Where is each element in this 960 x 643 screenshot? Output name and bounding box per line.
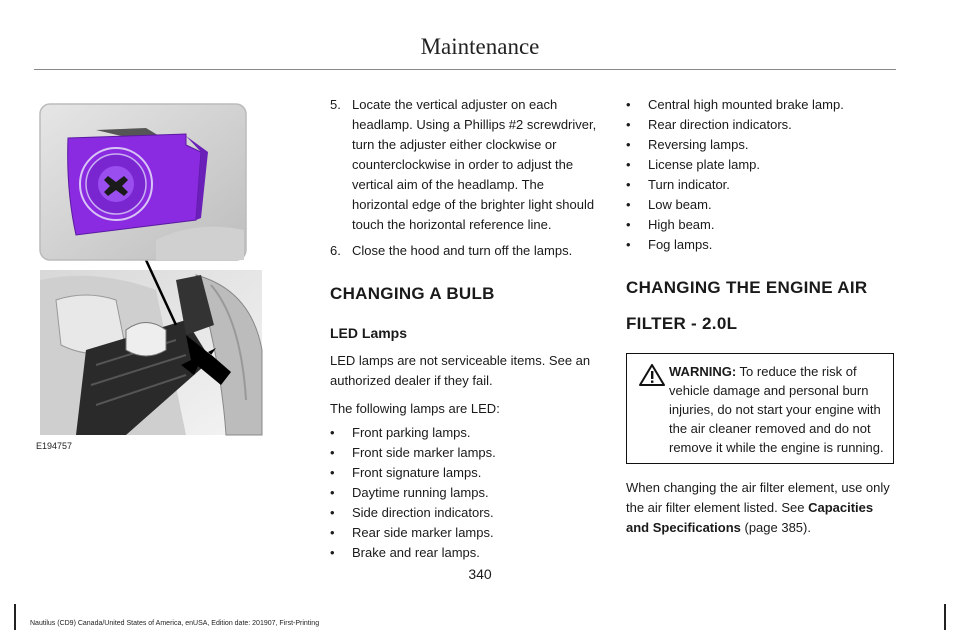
- list-item-text: Side direction indicators.: [352, 505, 494, 520]
- list-item: [626, 215, 896, 235]
- led-paragraph-1: LED lamps are not serviceable items. See an authorized dealer if they fail.: [330, 353, 591, 388]
- crop-mark-left: [14, 604, 16, 630]
- step-number: 5.: [330, 97, 341, 112]
- list-item-text: Daytime running lamps.: [352, 485, 489, 500]
- list-item: [330, 443, 602, 463]
- list-item: [626, 135, 896, 155]
- bullet: •: [330, 445, 335, 460]
- list-item-text: Reversing lamps.: [648, 137, 749, 152]
- list-item: [330, 543, 602, 563]
- bullet: •: [330, 545, 335, 560]
- list-item-text: License plate lamp.: [648, 157, 761, 172]
- list-item: [626, 235, 896, 255]
- bullet: •: [330, 425, 335, 440]
- list-item: [330, 483, 602, 503]
- step-number: 6.: [330, 243, 341, 258]
- list-item-text: Brake and rear lamps.: [352, 545, 480, 560]
- list-item-text: Front parking lamps.: [352, 425, 471, 440]
- air-filter-text: When changing the air filter element, use only the air filter element listed. See: [626, 480, 890, 515]
- page-header-title: Maintenance: [420, 34, 540, 59]
- bullet: •: [330, 505, 335, 520]
- list-item-text: Rear side marker lamps.: [352, 525, 494, 540]
- warning-triangle-icon: [639, 364, 665, 386]
- bullet: •: [626, 97, 631, 112]
- list-item-text: Low beam.: [648, 197, 712, 212]
- list-item: [626, 115, 896, 135]
- bullet: •: [626, 197, 631, 212]
- led-list-a: [330, 423, 602, 563]
- list-item: [626, 175, 896, 195]
- warning-text-first: To reduce the risk of vehicle damage and personal burn injuries, do not start your engine with the air cleaner removed and do not remove it while the engine is running.: [669, 364, 884, 455]
- step-text: Locate the vertical adjuster on each headlamp. Using a Phillips #2 screwdriver, turn the adjuster either clockwise or counterclockwise in order to adjust the vertical aim of the headlamp. The horizontal edge of the brighter light should touch the horizontal reference line.: [352, 97, 597, 232]
- bullet: •: [626, 177, 631, 192]
- led-list-b: [626, 95, 896, 255]
- footer-edition: Nautilus (CD9) Canada/United States of America, enUSA, Edition date: 201907, First-Printing: [30, 620, 320, 627]
- figure-id: E194757: [36, 441, 73, 451]
- warning-label: WARNING:: [669, 364, 737, 379]
- air-filter-paragraph: [626, 478, 896, 538]
- led-paragraph-2: The following lamps are LED:: [330, 401, 500, 416]
- subheading-led-lamps: LED Lamps: [330, 325, 408, 341]
- list-item: [330, 423, 602, 443]
- capacities-link[interactable]: Capacities and Specifications: [626, 500, 874, 535]
- list-item: [330, 463, 602, 483]
- list-item-text: Turn indicator.: [648, 177, 730, 192]
- list-item: [330, 523, 602, 543]
- list-item-text: Central high mounted brake lamp.: [648, 97, 844, 112]
- step-5: [330, 95, 602, 235]
- list-item: [626, 155, 896, 175]
- list-item: [626, 95, 896, 115]
- bullet: •: [330, 465, 335, 480]
- bullet: •: [626, 137, 631, 152]
- warning-box: [626, 353, 894, 464]
- bullet: •: [626, 117, 631, 132]
- step-text: Close the hood and turn off the lamps.: [352, 243, 573, 258]
- column-right: [626, 95, 896, 538]
- column-middle: [330, 95, 602, 563]
- header-rule: [34, 69, 896, 70]
- list-item-text: Rear direction indicators.: [648, 117, 792, 132]
- list-item: [330, 503, 602, 523]
- list-item-text: Fog lamps.: [648, 237, 713, 252]
- page-reference: (page 385).: [740, 520, 811, 535]
- section-heading-changing-a-bulb: CHANGING A BULB: [330, 284, 495, 303]
- crop-mark-right: [944, 604, 946, 630]
- section-heading-air-filter-line2: FILTER - 2.0L: [626, 314, 738, 333]
- step-6: [330, 241, 602, 261]
- bullet: •: [330, 525, 335, 540]
- bullet: •: [626, 217, 631, 232]
- section-heading-air-filter-line1: CHANGING THE ENGINE AIR: [626, 278, 868, 297]
- list-item-text: Front side marker lamps.: [352, 445, 496, 460]
- list-item: [626, 195, 896, 215]
- bullet: •: [330, 485, 335, 500]
- page-number: 340: [468, 566, 492, 582]
- list-item-text: Front signature lamps.: [352, 465, 482, 480]
- headlamp-adjuster-illustration: [36, 100, 266, 440]
- list-item-text: High beam.: [648, 217, 715, 232]
- bullet: •: [626, 237, 631, 252]
- bullet: •: [626, 157, 631, 172]
